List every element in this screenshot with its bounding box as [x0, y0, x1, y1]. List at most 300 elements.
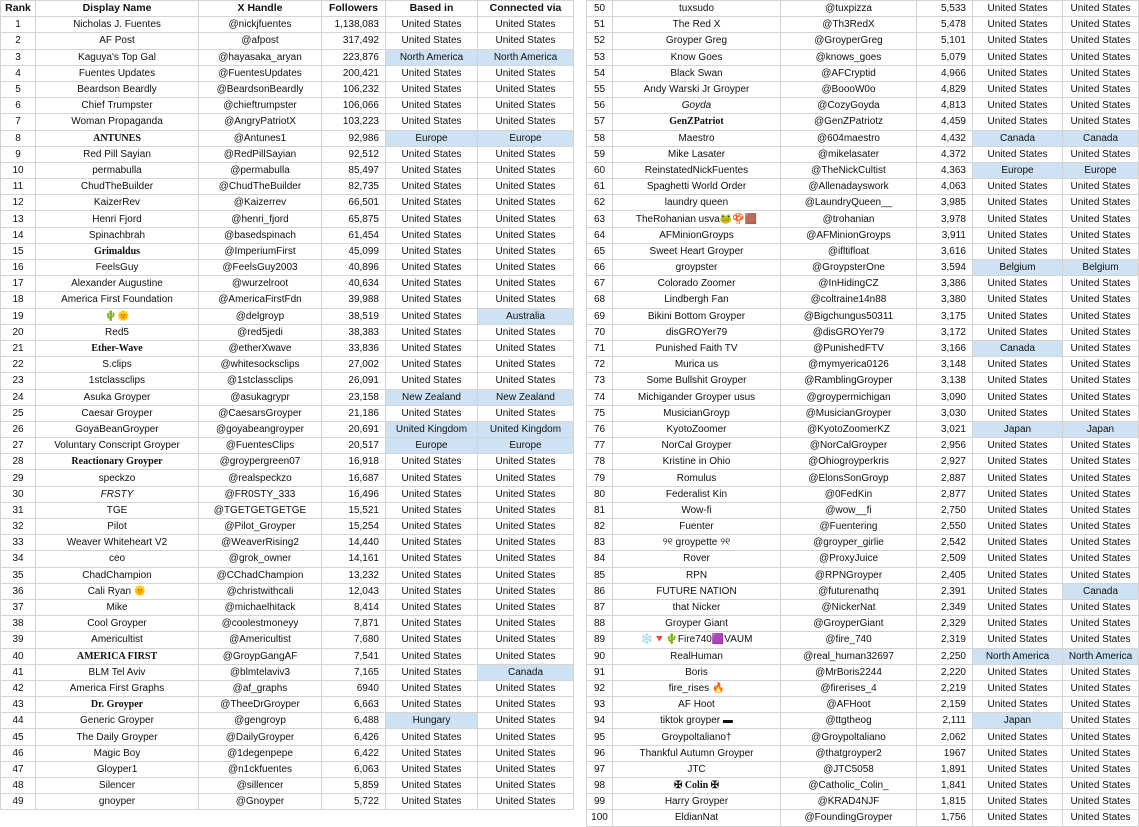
handle-cell[interactable]: @AFHoot [781, 697, 917, 713]
table-row[interactable] [1, 778, 574, 794]
handle-cell[interactable]: @gengroyp [199, 713, 322, 729]
based-in-cell[interactable]: United States [386, 470, 478, 486]
display-name-cell[interactable]: speckzo [36, 470, 199, 486]
rank-cell[interactable]: 52 [587, 33, 613, 49]
followers-cell[interactable]: 6,063 [322, 761, 386, 777]
followers-cell[interactable]: 6,663 [322, 697, 386, 713]
connected-via-cell[interactable]: United States [1063, 81, 1139, 97]
display-name-cell[interactable]: AF Hoot [613, 697, 781, 713]
table-row[interactable] [1, 729, 574, 745]
table-row[interactable] [1, 697, 574, 713]
connected-via-cell[interactable]: United States [478, 551, 574, 567]
based-in-cell[interactable]: United States [386, 551, 478, 567]
display-name-cell[interactable]: Cali Ryan 🌞 [36, 583, 199, 599]
connected-via-cell[interactable]: United States [1063, 389, 1139, 405]
connected-via-cell[interactable]: United States [1063, 373, 1139, 389]
display-name-cell[interactable]: KaizerRev [36, 195, 199, 211]
based-in-cell[interactable]: United States [386, 357, 478, 373]
based-in-cell[interactable]: United States [973, 697, 1063, 713]
handle-cell[interactable]: @grok_owner [199, 551, 322, 567]
connected-via-cell[interactable]: United States [1063, 211, 1139, 227]
followers-cell[interactable]: 13,232 [322, 567, 386, 583]
connected-via-cell[interactable]: Canada [1063, 130, 1139, 146]
rank-cell[interactable]: 77 [587, 438, 613, 454]
rank-cell[interactable]: 79 [587, 470, 613, 486]
based-in-cell[interactable]: United States [386, 162, 478, 178]
rank-cell[interactable]: 62 [587, 195, 613, 211]
connected-via-cell[interactable]: United States [1063, 794, 1139, 810]
rank-cell[interactable]: 59 [587, 146, 613, 162]
based-in-cell[interactable]: United States [973, 729, 1063, 745]
table-row[interactable] [587, 421, 1139, 437]
rank-cell[interactable]: 16 [1, 260, 36, 276]
followers-cell[interactable]: 3,138 [917, 373, 973, 389]
table-row[interactable] [1, 794, 574, 810]
based-in-cell[interactable]: United States [973, 632, 1063, 648]
handle-cell[interactable]: @TheNickCultist [781, 162, 917, 178]
handle-cell[interactable]: @MusicianGroyper [781, 405, 917, 421]
based-in-cell[interactable]: United States [386, 340, 478, 356]
connected-via-cell[interactable]: United States [478, 794, 574, 810]
connected-via-cell[interactable]: United States [478, 17, 574, 33]
handle-cell[interactable]: @nickjfuentes [199, 17, 322, 33]
handle-cell[interactable]: @FoundingGroyper [781, 810, 917, 826]
display-name-cell[interactable]: Lindbergh Fan [613, 292, 781, 308]
handle-cell[interactable]: @thatgroyper2 [781, 745, 917, 761]
based-in-cell[interactable]: United States [386, 778, 478, 794]
handle-cell[interactable]: @goyabeangroyper [199, 421, 322, 437]
handle-cell[interactable]: @asukagrypr [199, 389, 322, 405]
based-in-cell[interactable]: United States [386, 243, 478, 259]
handle-cell[interactable]: @n1ckfuentes [199, 761, 322, 777]
handle-cell[interactable]: @LaundryQueen__ [781, 195, 917, 211]
followers-cell[interactable]: 106,232 [322, 81, 386, 97]
followers-cell[interactable]: 65,875 [322, 211, 386, 227]
display-name-cell[interactable]: Fuenter [613, 519, 781, 535]
handle-cell[interactable]: @FeelsGuy2003 [199, 260, 322, 276]
followers-cell[interactable]: 92,512 [322, 146, 386, 162]
table-row[interactable] [587, 486, 1139, 502]
connected-via-cell[interactable]: United States [478, 778, 574, 794]
table-row[interactable] [1, 373, 574, 389]
display-name-cell[interactable]: ❄️🔻🌵Fire740🟪VAUM [613, 632, 781, 648]
display-name-cell[interactable]: fire_rises 🔥 [613, 680, 781, 696]
handle-cell[interactable]: @groypergreen07 [199, 454, 322, 470]
table-row[interactable] [587, 551, 1139, 567]
handle-cell[interactable]: @Catholic_Colin_ [781, 778, 917, 794]
connected-via-cell[interactable]: United States [478, 373, 574, 389]
display-name-cell[interactable]: Voluntary Conscript Groyper [36, 438, 199, 454]
display-name-cell[interactable]: Woman Propaganda [36, 114, 199, 130]
followers-cell[interactable]: 5,079 [917, 49, 973, 65]
display-name-cell[interactable]: Henri Fjord [36, 211, 199, 227]
connected-via-cell[interactable]: United States [1063, 697, 1139, 713]
handle-cell[interactable]: @AmericaFirstFdn [199, 292, 322, 308]
rank-cell[interactable]: 55 [587, 81, 613, 97]
handle-cell[interactable]: @ProxyJuice [781, 551, 917, 567]
table-row[interactable] [587, 130, 1139, 146]
table-row[interactable] [1, 17, 574, 33]
handle-cell[interactable]: @disGROYer79 [781, 324, 917, 340]
rank-cell[interactable]: 41 [1, 664, 36, 680]
based-in-cell[interactable]: United States [386, 680, 478, 696]
table-row[interactable] [587, 49, 1139, 65]
handle-cell[interactable]: @NickerNat [781, 599, 917, 615]
display-name-cell[interactable]: KyotoZoomer [613, 421, 781, 437]
display-name-cell[interactable]: BLM Tel Aviv [36, 664, 199, 680]
table-row[interactable] [1, 179, 574, 195]
followers-cell[interactable]: 4,363 [917, 162, 973, 178]
connected-via-cell[interactable]: United States [1063, 146, 1139, 162]
based-in-cell[interactable]: Europe [386, 130, 478, 146]
rank-cell[interactable]: 34 [1, 551, 36, 567]
display-name-cell[interactable]: FeelsGuy [36, 260, 199, 276]
connected-via-cell[interactable]: United States [478, 324, 574, 340]
display-name-cell[interactable]: Generic Groyper [36, 713, 199, 729]
rank-cell[interactable]: 14 [1, 227, 36, 243]
based-in-cell[interactable]: United States [973, 357, 1063, 373]
display-name-cell[interactable]: Weaver Whiteheart V2 [36, 535, 199, 551]
table-row[interactable] [1, 616, 574, 632]
display-name-cell[interactable]: ReinstatedNickFuentes [613, 162, 781, 178]
connected-via-cell[interactable]: United States [1063, 729, 1139, 745]
followers-cell[interactable]: 82,735 [322, 179, 386, 195]
based-in-cell[interactable]: United States [386, 486, 478, 502]
based-in-cell[interactable]: United States [973, 583, 1063, 599]
display-name-cell[interactable]: Know Goes [613, 49, 781, 65]
connected-via-cell[interactable]: United States [478, 227, 574, 243]
table-row[interactable] [1, 519, 574, 535]
handle-cell[interactable]: @realspeckzo [199, 470, 322, 486]
connected-via-cell[interactable]: United States [1063, 357, 1139, 373]
based-in-cell[interactable]: United States [386, 260, 478, 276]
display-name-cell[interactable]: FUTURE NATION [613, 583, 781, 599]
rank-cell[interactable]: 29 [1, 470, 36, 486]
display-name-cell[interactable]: Beardson Beardly [36, 81, 199, 97]
connected-via-cell[interactable]: United States [478, 648, 574, 664]
rank-cell[interactable]: 46 [1, 745, 36, 761]
handle-cell[interactable]: @henri_fjord [199, 211, 322, 227]
based-in-cell[interactable]: United States [973, 146, 1063, 162]
based-in-cell[interactable]: Europe [386, 438, 478, 454]
rank-cell[interactable]: 11 [1, 179, 36, 195]
rank-cell[interactable]: 73 [587, 373, 613, 389]
display-name-cell[interactable]: Kristine in Ohio [613, 454, 781, 470]
based-in-cell[interactable]: United States [386, 632, 478, 648]
table-row[interactable] [587, 195, 1139, 211]
display-name-cell[interactable]: groypster [613, 260, 781, 276]
based-in-cell[interactable]: United States [386, 146, 478, 162]
based-in-cell[interactable]: United States [386, 292, 478, 308]
table-row[interactable] [1, 49, 574, 65]
display-name-cell[interactable]: Romulus [613, 470, 781, 486]
rank-cell[interactable]: 40 [1, 648, 36, 664]
rank-cell[interactable]: 70 [587, 324, 613, 340]
followers-cell[interactable]: 2,319 [917, 632, 973, 648]
rank-cell[interactable]: 83 [587, 535, 613, 551]
based-in-cell[interactable]: United States [973, 324, 1063, 340]
rank-cell[interactable]: 47 [1, 761, 36, 777]
based-in-cell[interactable]: United States [973, 778, 1063, 794]
rank-cell[interactable]: 85 [587, 567, 613, 583]
rank-cell[interactable]: 37 [1, 599, 36, 615]
display-name-cell[interactable]: Pilot [36, 519, 199, 535]
handle-cell[interactable]: @GroypsterOne [781, 260, 917, 276]
display-name-cell[interactable]: Magic Boy [36, 745, 199, 761]
table-row[interactable] [587, 567, 1139, 583]
followers-cell[interactable]: 1,756 [917, 810, 973, 826]
connected-via-cell[interactable]: United States [478, 65, 574, 81]
rank-cell[interactable]: 97 [587, 761, 613, 777]
connected-via-cell[interactable]: North America [478, 49, 574, 65]
connected-via-cell[interactable]: United States [478, 729, 574, 745]
display-name-cell[interactable]: ୨୧ groypette ୨୧ [613, 535, 781, 551]
table-row[interactable] [587, 389, 1139, 405]
based-in-cell[interactable]: United States [973, 486, 1063, 502]
display-name-cell[interactable]: Caesar Groyper [36, 405, 199, 421]
followers-cell[interactable]: 23,158 [322, 389, 386, 405]
rank-cell[interactable]: 12 [1, 195, 36, 211]
based-in-cell[interactable]: United States [973, 292, 1063, 308]
table-row[interactable] [1, 146, 574, 162]
display-name-cell[interactable]: Mike [36, 599, 199, 615]
handle-cell[interactable]: @GroypGangAF [199, 648, 322, 664]
rank-cell[interactable]: 82 [587, 519, 613, 535]
based-in-cell[interactable]: United States [386, 211, 478, 227]
rank-cell[interactable]: 78 [587, 454, 613, 470]
followers-cell[interactable]: 106,066 [322, 98, 386, 114]
rank-cell[interactable]: 21 [1, 340, 36, 356]
rank-cell[interactable]: 51 [587, 17, 613, 33]
table-row[interactable] [587, 243, 1139, 259]
rank-cell[interactable]: 67 [587, 276, 613, 292]
followers-cell[interactable]: 5,101 [917, 33, 973, 49]
followers-cell[interactable]: 3,978 [917, 211, 973, 227]
table-row[interactable] [1, 81, 574, 97]
based-in-cell[interactable]: United States [386, 519, 478, 535]
table-row[interactable] [1, 632, 574, 648]
display-name-cell[interactable]: TheRohanian usva🐸🍄🟫 [613, 211, 781, 227]
connected-via-cell[interactable]: United States [478, 276, 574, 292]
rank-cell[interactable]: 1 [1, 17, 36, 33]
table-row[interactable] [1, 227, 574, 243]
display-name-cell[interactable]: tiktok groyper ▬ [613, 713, 781, 729]
handle-cell[interactable]: @FR0STY_333 [199, 486, 322, 502]
based-in-cell[interactable]: North America [386, 49, 478, 65]
connected-via-cell[interactable]: United States [478, 745, 574, 761]
handle-cell[interactable]: @Ohiogroyperkris [781, 454, 917, 470]
table-row[interactable] [1, 680, 574, 696]
based-in-cell[interactable]: United States [386, 195, 478, 211]
table-row[interactable] [587, 502, 1139, 518]
table-row[interactable] [1, 421, 574, 437]
handle-cell[interactable]: @BeardsonBeardly [199, 81, 322, 97]
followers-cell[interactable]: 3,386 [917, 276, 973, 292]
display-name-cell[interactable]: Thankful Autumn Groyper [613, 745, 781, 761]
handle-cell[interactable]: @futurenathq [781, 583, 917, 599]
based-in-cell[interactable]: United States [386, 567, 478, 583]
followers-cell[interactable]: 6940 [322, 680, 386, 696]
connected-via-cell[interactable]: United States [478, 81, 574, 97]
based-in-cell[interactable]: United States [386, 761, 478, 777]
connected-via-cell[interactable]: Europe [1063, 162, 1139, 178]
display-name-cell[interactable]: America First Graphs [36, 680, 199, 696]
based-in-cell[interactable]: United States [973, 680, 1063, 696]
table-row[interactable] [587, 33, 1139, 49]
table-row[interactable] [587, 114, 1139, 130]
display-name-cell[interactable]: Black Swan [613, 65, 781, 81]
based-in-cell[interactable]: United States [973, 616, 1063, 632]
followers-cell[interactable]: 2,877 [917, 486, 973, 502]
followers-cell[interactable]: 1,815 [917, 794, 973, 810]
based-in-cell[interactable]: United States [973, 243, 1063, 259]
display-name-cell[interactable]: Federalist Kin [613, 486, 781, 502]
based-in-cell[interactable]: United States [386, 502, 478, 518]
based-in-cell[interactable]: Japan [973, 421, 1063, 437]
display-name-cell[interactable]: RealHuman [613, 648, 781, 664]
rank-cell[interactable]: 57 [587, 114, 613, 130]
based-in-cell[interactable]: United States [973, 438, 1063, 454]
handle-cell[interactable]: @RedPillSayian [199, 146, 322, 162]
handle-cell[interactable]: @Kaizerrev [199, 195, 322, 211]
handle-cell[interactable]: @BoooW0o [781, 81, 917, 97]
connected-via-cell[interactable]: United States [1063, 454, 1139, 470]
rank-cell[interactable]: 61 [587, 179, 613, 195]
based-in-cell[interactable]: United States [973, 179, 1063, 195]
rank-cell[interactable]: 49 [1, 794, 36, 810]
display-name-cell[interactable]: Punished Faith TV [613, 340, 781, 356]
table-row[interactable] [587, 324, 1139, 340]
followers-cell[interactable]: 26,091 [322, 373, 386, 389]
based-in-cell[interactable]: United States [386, 17, 478, 33]
rank-cell[interactable]: 7 [1, 114, 36, 130]
display-name-cell[interactable]: Harry Groyper [613, 794, 781, 810]
followers-cell[interactable]: 3,911 [917, 227, 973, 243]
table-row[interactable] [587, 810, 1139, 826]
followers-cell[interactable]: 15,521 [322, 502, 386, 518]
handle-cell[interactable]: @ImperiumFirst [199, 243, 322, 259]
table-row[interactable] [587, 729, 1139, 745]
handle-cell[interactable]: @coltraine14n88 [781, 292, 917, 308]
handle-cell[interactable]: @basedspinach [199, 227, 322, 243]
connected-via-cell[interactable]: United States [1063, 599, 1139, 615]
connected-via-cell[interactable]: United States [1063, 713, 1139, 729]
rank-cell[interactable]: 84 [587, 551, 613, 567]
based-in-cell[interactable]: United States [973, 502, 1063, 518]
handle-cell[interactable]: @1degenpepe [199, 745, 322, 761]
connected-via-cell[interactable]: United States [1063, 810, 1139, 826]
followers-cell[interactable]: 2,509 [917, 551, 973, 567]
handle-cell[interactable]: @MrBoris2244 [781, 664, 917, 680]
rank-cell[interactable]: 18 [1, 292, 36, 308]
based-in-cell[interactable]: United States [973, 195, 1063, 211]
handle-cell[interactable]: @Gnoyper [199, 794, 322, 810]
display-name-cell[interactable]: Some Bullshit Groyper [613, 373, 781, 389]
handle-cell[interactable]: @Americultist [199, 632, 322, 648]
based-in-cell[interactable]: United States [386, 98, 478, 114]
connected-via-cell[interactable]: New Zealand [478, 389, 574, 405]
followers-cell[interactable]: 3,616 [917, 243, 973, 259]
followers-cell[interactable]: 1,841 [917, 778, 973, 794]
display-name-cell[interactable]: ✠ Colin ✠ [613, 778, 781, 794]
table-row[interactable] [587, 81, 1139, 97]
connected-via-cell[interactable]: United States [1063, 1, 1139, 17]
followers-cell[interactable]: 5,722 [322, 794, 386, 810]
handle-header[interactable]: X Handle [199, 1, 322, 17]
rank-cell[interactable]: 63 [587, 211, 613, 227]
display-name-cell[interactable]: Ether-Wave [36, 340, 199, 356]
handle-cell[interactable]: @GroyperGiant [781, 616, 917, 632]
based-in-cell[interactable]: United States [386, 697, 478, 713]
based-in-cell[interactable]: New Zealand [386, 389, 478, 405]
table-row[interactable] [587, 292, 1139, 308]
handle-cell[interactable]: @afpost [199, 33, 322, 49]
rank-cell[interactable]: 74 [587, 389, 613, 405]
followers-cell[interactable]: 92,986 [322, 130, 386, 146]
connected-via-cell[interactable]: United States [478, 243, 574, 259]
followers-cell[interactable]: 2,750 [917, 502, 973, 518]
connected-via-cell[interactable]: United States [1063, 519, 1139, 535]
based-in-cell[interactable]: United States [973, 98, 1063, 114]
display-name-cell[interactable]: Colorado Zoomer [613, 276, 781, 292]
display-name-cell[interactable]: disGROYer79 [613, 324, 781, 340]
rank-cell[interactable]: 9 [1, 146, 36, 162]
connected-via-cell[interactable]: United States [1063, 567, 1139, 583]
based-in-cell[interactable]: United States [386, 648, 478, 664]
based-in-cell[interactable]: United States [973, 276, 1063, 292]
handle-cell[interactable]: @0FedKin [781, 486, 917, 502]
followers-cell[interactable]: 7,680 [322, 632, 386, 648]
connected-via-cell[interactable]: Japan [1063, 421, 1139, 437]
connected-via-cell[interactable]: United States [1063, 632, 1139, 648]
handle-cell[interactable]: @coolestmoneyy [199, 616, 322, 632]
based-in-cell[interactable]: Europe [973, 162, 1063, 178]
followers-cell[interactable]: 39,988 [322, 292, 386, 308]
followers-cell[interactable]: 3,148 [917, 357, 973, 373]
display-name-cell[interactable]: America First Foundation [36, 292, 199, 308]
handle-cell[interactable]: @Antunes1 [199, 130, 322, 146]
followers-cell[interactable]: 223,876 [322, 49, 386, 65]
display-name-cell[interactable]: Red5 [36, 324, 199, 340]
followers-cell[interactable]: 20,517 [322, 438, 386, 454]
followers-cell[interactable]: 3,594 [917, 260, 973, 276]
rank-cell[interactable]: 43 [1, 697, 36, 713]
connected-via-cell[interactable]: North America [1063, 648, 1139, 664]
table-row[interactable] [587, 535, 1139, 551]
connected-via-cell[interactable]: United States [478, 260, 574, 276]
table-row[interactable] [587, 227, 1139, 243]
table-row[interactable] [1, 405, 574, 421]
followers-cell[interactable]: 5,533 [917, 1, 973, 17]
display-name-cell[interactable]: Grimaldus [36, 243, 199, 259]
based-in-cell[interactable]: United Kingdom [386, 421, 478, 437]
followers-cell[interactable]: 14,161 [322, 551, 386, 567]
based-in-cell[interactable]: Canada [973, 340, 1063, 356]
table-row[interactable] [587, 260, 1139, 276]
connected-via-cell[interactable]: United Kingdom [478, 421, 574, 437]
handle-cell[interactable]: @Bigchungus50311 [781, 308, 917, 324]
handle-cell[interactable]: @mymyerica0126 [781, 357, 917, 373]
followers-cell[interactable]: 1967 [917, 745, 973, 761]
followers-cell[interactable]: 2,927 [917, 454, 973, 470]
handle-cell[interactable]: @Pilot_Groyper [199, 519, 322, 535]
table-row[interactable] [1, 535, 574, 551]
display-name-cell[interactable]: Goyda [613, 98, 781, 114]
followers-cell[interactable]: 7,541 [322, 648, 386, 664]
display-name-cell[interactable]: GoyaBeanGroyper [36, 421, 199, 437]
followers-cell[interactable]: 2,405 [917, 567, 973, 583]
table-row[interactable] [587, 211, 1139, 227]
